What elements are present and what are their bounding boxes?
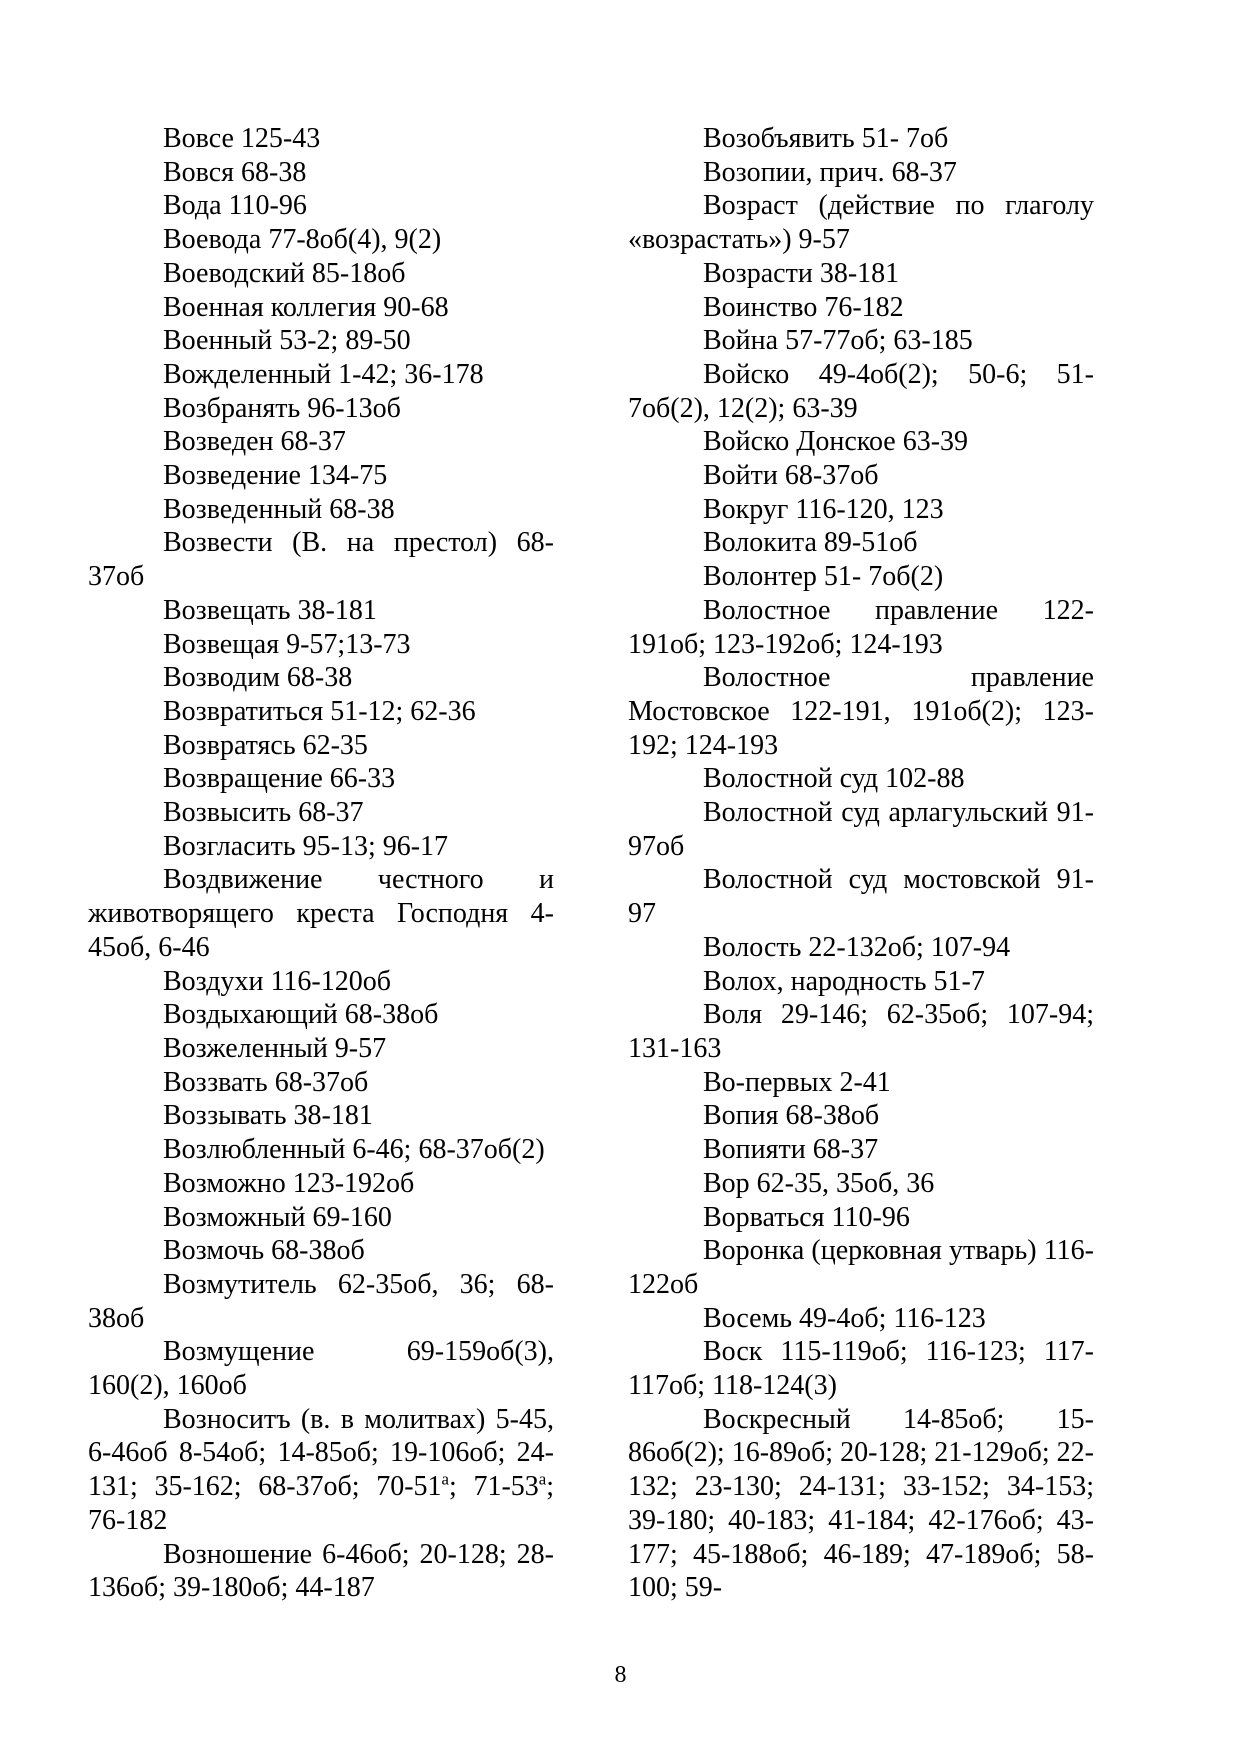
entry-text: Возгласить 95-13; 96-17 bbox=[163, 830, 449, 862]
entry-text: Вожделенный 1-42; 36-178 bbox=[163, 358, 484, 390]
entry-text: Волостное правление Мостовское 122-191, 191об(2); 123-192; 124-193 bbox=[628, 662, 1094, 761]
entry-text: Вовся 68-38 bbox=[163, 156, 307, 188]
index-entry bbox=[628, 1133, 1094, 1167]
index-entry bbox=[628, 459, 1094, 493]
index-entry bbox=[88, 425, 554, 459]
entry-text: Военная коллегия 90-68 bbox=[163, 291, 449, 323]
index-entry bbox=[88, 796, 554, 830]
entry-text: Возраст (действие по глаголу «возрастать») 9-57 bbox=[628, 190, 1094, 256]
entry-text: Воронка (церковная утварь) 116-122об bbox=[628, 1235, 1094, 1300]
entry-text: Воля 29-146; 62-35об; 107-94; 131-163 bbox=[628, 999, 1094, 1064]
entry-text: Возношение 6-46об; 20-128; 28-136об; 39-180об; 44-187 bbox=[88, 1538, 554, 1604]
entry-text: ; 71-53 bbox=[449, 1471, 539, 1503]
index-entry bbox=[628, 594, 1094, 661]
entry-text: Возможно 123-192об bbox=[163, 1167, 415, 1199]
index-entry bbox=[628, 257, 1094, 291]
entry-text: Вовсе 125-43 bbox=[163, 123, 321, 154]
index-entry bbox=[88, 324, 554, 358]
entry-text: Волость 22-132об; 107-94 bbox=[703, 931, 1011, 963]
index-entry bbox=[88, 223, 554, 257]
index-entry bbox=[628, 1403, 1094, 1605]
index-entry bbox=[88, 762, 554, 796]
entry-text: Возводим 68-38 bbox=[163, 662, 353, 694]
index-entry bbox=[88, 998, 554, 1032]
index-entry bbox=[88, 358, 554, 392]
index-entry bbox=[628, 762, 1094, 796]
index-entry bbox=[628, 931, 1094, 965]
index-entry bbox=[88, 1403, 554, 1538]
entry-text: Ворваться 110-96 bbox=[703, 1201, 910, 1233]
entry-text: Возвещая 9-57;13-73 bbox=[163, 628, 411, 660]
index-entry bbox=[628, 796, 1094, 863]
entry-text: Возбранять 96-13об bbox=[163, 392, 401, 424]
entry-text: Воззвать 68-37об bbox=[163, 1066, 369, 1098]
index-entry bbox=[628, 324, 1094, 358]
entry-text: Волостной суд мостовской 91-97 bbox=[628, 864, 1094, 930]
index-entry bbox=[88, 1538, 554, 1605]
index-entry bbox=[88, 1167, 554, 1201]
entry-text: Воеводский 85-18об bbox=[163, 257, 406, 289]
entry-text: Войско Донское 63-39 bbox=[703, 426, 969, 458]
index-entry bbox=[628, 1335, 1094, 1402]
entry-text: Возведение 134-75 bbox=[163, 460, 388, 492]
index-entry bbox=[88, 661, 554, 695]
index-entry bbox=[88, 459, 554, 493]
index-entry bbox=[88, 257, 554, 291]
entry-text: Возведенный 68-38 bbox=[163, 493, 395, 525]
entry-text: Возопии, прич. 68-37 bbox=[703, 156, 957, 188]
superscript-mark: а bbox=[538, 1469, 547, 1489]
entry-text: Вода 110-96 bbox=[163, 190, 307, 222]
entry-text: Волонтер 51- 7об(2) bbox=[703, 561, 944, 593]
entry-text: Воинство 76-182 bbox=[703, 291, 904, 323]
index-entry bbox=[628, 1201, 1094, 1235]
entry-text: Война 57-77об; 63-185 bbox=[703, 325, 973, 357]
index-entry bbox=[88, 628, 554, 662]
index-entry bbox=[88, 1268, 554, 1335]
index-entry bbox=[88, 156, 554, 190]
index-entry bbox=[628, 863, 1094, 930]
entry-text: Возмутитель 62-35об, 36; 68-38об bbox=[88, 1268, 554, 1334]
entry-text: Волостной суд арлагульский 91-97об bbox=[628, 797, 1094, 862]
index-entry bbox=[628, 526, 1094, 560]
index-entry bbox=[88, 1335, 554, 1402]
index-entry bbox=[88, 1066, 554, 1100]
entry-text: Военный 53-2; 89-50 bbox=[163, 325, 411, 357]
index-entry bbox=[88, 1234, 554, 1268]
entry-text: Во-первых 2-41 bbox=[703, 1066, 891, 1098]
entry-text: Возмущение 69-159об(3), 160(2), 160об bbox=[88, 1336, 554, 1402]
index-entry bbox=[628, 1302, 1094, 1336]
entry-text: Возвысить 68-37 bbox=[163, 797, 364, 829]
entry-text: Возвратясь 62-35 bbox=[163, 729, 368, 761]
index-entry bbox=[88, 291, 554, 325]
index-column-left bbox=[88, 122, 554, 1605]
index-entry bbox=[88, 392, 554, 426]
entry-text: Воздыхающий 68-38об bbox=[163, 999, 439, 1031]
index-entry bbox=[628, 1167, 1094, 1201]
entry-text: Возможный 69-160 bbox=[163, 1201, 392, 1233]
index-entry bbox=[628, 965, 1094, 999]
index-entry bbox=[628, 291, 1094, 325]
index-entry bbox=[628, 1234, 1094, 1301]
index-entry bbox=[88, 493, 554, 527]
index-entry bbox=[88, 122, 554, 156]
index-entry bbox=[628, 425, 1094, 459]
entry-text: Волох, народность 51-7 bbox=[703, 965, 985, 997]
entry-text: Волостной суд 102-88 bbox=[703, 763, 965, 795]
entry-text: Войти 68-37об bbox=[703, 460, 879, 492]
entry-text: Возвратиться 51-12; 62-36 bbox=[163, 695, 476, 727]
index-entry bbox=[88, 189, 554, 223]
entry-text: Волостное правление 122-191об; 123-192об; 124-193 bbox=[628, 594, 1094, 660]
entry-text: Воск 115-119об; 116-123; 117-117об; 118-124(3) bbox=[628, 1336, 1094, 1402]
entry-text: Воздвижение честного и животворящего креста Господня 4-45об, 6-46 bbox=[88, 864, 554, 963]
index-entry bbox=[628, 998, 1094, 1065]
entry-text: Вопияти 68-37 bbox=[703, 1134, 879, 1166]
index-entry bbox=[628, 358, 1094, 425]
index-entry bbox=[88, 965, 554, 999]
entry-text: Возмочь 68-38об bbox=[163, 1235, 365, 1267]
index-entry bbox=[628, 661, 1094, 762]
index-entry bbox=[628, 1066, 1094, 1100]
index-entry bbox=[628, 1099, 1094, 1133]
entry-text: Воскресный 14-85об; 15-86об(2); 16-89об; 20-128; 21-129об; 22-132; 23-130; 24-131; 33-152; 34-153; 39-180; 40-183; 41-184; 42-176об; 43-177; 45-188об; 46-189; 47-189об; 58-100; 59- bbox=[628, 1403, 1094, 1604]
entry-text: Вокруг 116-120, 123 bbox=[703, 493, 944, 525]
index-entry bbox=[88, 863, 554, 964]
entry-text: Воздухи 116-120об bbox=[163, 965, 391, 997]
entry-text: ; 76-182 bbox=[88, 1471, 554, 1536]
index-entry bbox=[88, 830, 554, 864]
index-entry bbox=[88, 1133, 554, 1167]
entry-text: Возвещать 38-181 bbox=[163, 594, 377, 626]
entry-text: Возноситъ (в. в молитвах) 5-45, 6-46об 8-54об; 14-85об; 19-106об; 24-131; 35-162; 68-37об; 70-51 bbox=[88, 1403, 554, 1503]
page-number: 8 bbox=[614, 1662, 627, 1688]
entry-text: Возвращение 66-33 bbox=[163, 763, 396, 795]
index-entry bbox=[88, 1032, 554, 1066]
entry-text: Восемь 49-4об; 116-123 bbox=[703, 1302, 986, 1334]
entry-text: Возвести (В. на престол) 68-37об bbox=[88, 527, 554, 593]
entry-text: Воевода 77-8об(4), 9(2) bbox=[163, 224, 442, 256]
index-entry bbox=[88, 695, 554, 729]
index-entry bbox=[88, 526, 554, 593]
superscript-mark: а bbox=[441, 1469, 449, 1489]
entry-text: Возобъявить 51- 7об bbox=[703, 123, 949, 154]
index-entry bbox=[628, 122, 1094, 156]
entry-text: Волокита 89-51об bbox=[703, 527, 918, 559]
entry-text: Войско 49-4об(2); 50-6; 51-7об(2), 12(2); 63-39 bbox=[628, 358, 1094, 424]
index-entry bbox=[628, 189, 1094, 256]
entry-text: Вопия 68-38об bbox=[703, 1100, 880, 1132]
entry-text: Воззывать 38-181 bbox=[163, 1100, 373, 1132]
entry-text: Возведен 68-37 bbox=[163, 426, 346, 458]
index-entry bbox=[628, 560, 1094, 594]
index-entry bbox=[88, 729, 554, 763]
index-entry bbox=[88, 1099, 554, 1133]
entry-text: Возрасти 38-181 bbox=[703, 257, 900, 289]
index-entry bbox=[628, 493, 1094, 527]
index-entry bbox=[88, 594, 554, 628]
entry-text: Возлюбленный 6-46; 68-37об(2) bbox=[163, 1134, 545, 1166]
index-column-right bbox=[628, 122, 1094, 1605]
index-entry bbox=[628, 156, 1094, 190]
entry-text: Вор 62-35, 35об, 36 bbox=[703, 1167, 935, 1199]
index-entry bbox=[88, 1201, 554, 1235]
entry-text: Возжеленный 9-57 bbox=[163, 1032, 387, 1064]
